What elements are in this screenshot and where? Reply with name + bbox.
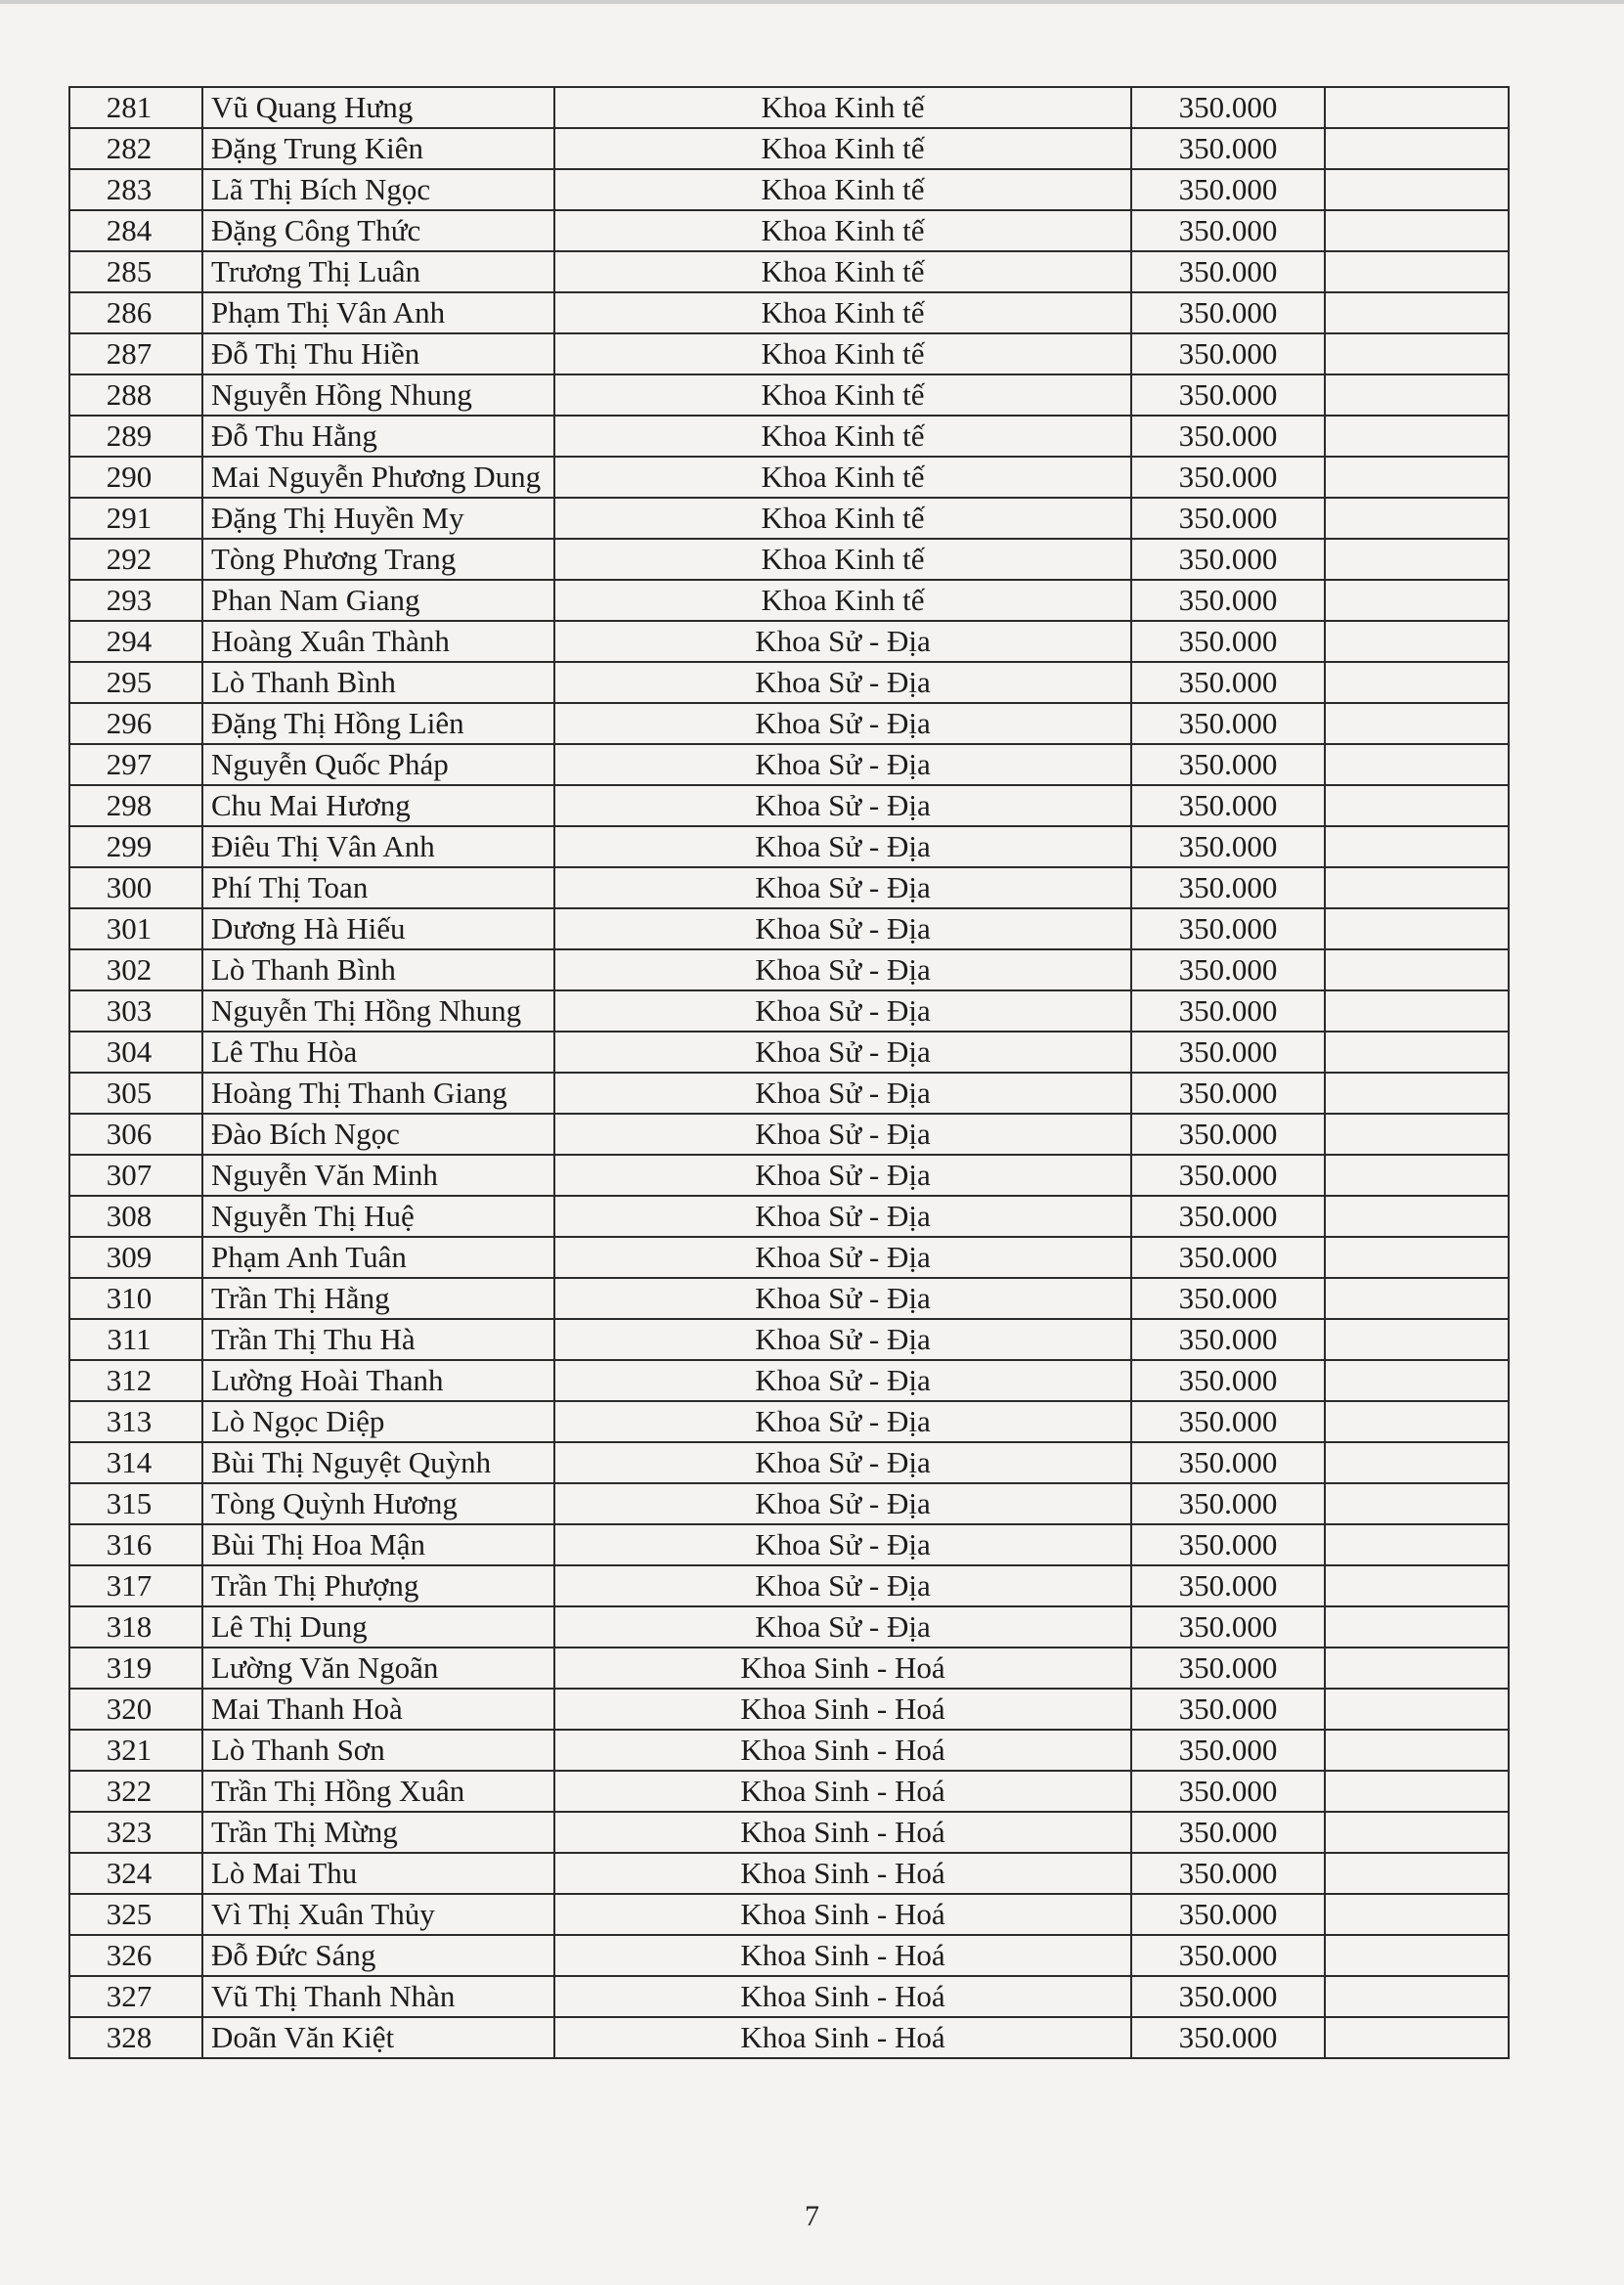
department: Khoa Sử - Địa [554,867,1131,908]
person-name: Đỗ Đức Sáng [202,1935,554,1976]
person-name: Lò Thanh Bình [202,662,554,703]
row-number: 318 [69,1606,202,1648]
signature-cell [1325,251,1509,292]
row-number: 297 [69,744,202,785]
department: Khoa Kinh tế [554,292,1131,333]
table-row [69,292,1509,333]
person-name: Nguyễn Hồng Nhung [202,374,554,416]
person-name: Trần Thị Hằng [202,1278,554,1319]
amount: 350.000 [1131,1401,1325,1442]
signature-cell [1325,539,1509,580]
person-name: Đỗ Thu Hằng [202,416,554,457]
signature-cell [1325,1976,1509,2017]
table-row [69,210,1509,251]
amount: 350.000 [1131,87,1325,128]
table-row [69,990,1509,1032]
signature-cell [1325,1442,1509,1483]
department: Khoa Sử - Địa [554,1606,1131,1648]
row-number: 300 [69,867,202,908]
amount: 350.000 [1131,169,1325,210]
signature-cell [1325,990,1509,1032]
department: Khoa Sử - Địa [554,1565,1131,1606]
person-name: Trần Thị Mừng [202,1812,554,1853]
person-name: Lò Ngọc Diệp [202,1401,554,1442]
person-name: Phạm Anh Tuân [202,1237,554,1278]
department: Khoa Sử - Địa [554,1319,1131,1360]
department: Khoa Sử - Địa [554,1155,1131,1196]
signature-cell [1325,949,1509,990]
row-number: 305 [69,1073,202,1114]
row-number: 308 [69,1196,202,1237]
row-number: 285 [69,251,202,292]
signature-cell [1325,662,1509,703]
signature-cell [1325,1196,1509,1237]
person-name: Lê Thị Dung [202,1606,554,1648]
table-row [69,826,1509,867]
department: Khoa Kinh tế [554,87,1131,128]
person-name: Lê Thu Hòa [202,1032,554,1073]
amount: 350.000 [1131,785,1325,826]
table-row [69,87,1509,128]
row-number: 319 [69,1648,202,1689]
signature-cell [1325,1771,1509,1812]
amount: 350.000 [1131,1935,1325,1976]
table-row [69,457,1509,498]
table-row [69,1935,1509,1976]
department: Khoa Sinh - Hoá [554,1771,1131,1812]
table-row [69,333,1509,374]
table-row [69,416,1509,457]
payment-list-table [68,86,1510,2059]
person-name: Lò Thanh Bình [202,949,554,990]
table-row [69,1853,1509,1894]
department: Khoa Sử - Địa [554,1114,1131,1155]
table-row [69,949,1509,990]
signature-cell [1325,1730,1509,1771]
signature-cell [1325,1648,1509,1689]
department: Khoa Sử - Địa [554,990,1131,1032]
department: Khoa Kinh tế [554,374,1131,416]
person-name: Mai Thanh Hoà [202,1689,554,1730]
person-name: Đặng Công Thức [202,210,554,251]
signature-cell [1325,210,1509,251]
row-number: 286 [69,292,202,333]
table-row [69,1073,1509,1114]
table-row [69,1032,1509,1073]
row-number: 323 [69,1812,202,1853]
table-row [69,1524,1509,1565]
person-name: Bùi Thị Hoa Mận [202,1524,554,1565]
amount: 350.000 [1131,251,1325,292]
row-number: 296 [69,703,202,744]
amount: 350.000 [1131,662,1325,703]
person-name: Đào Bích Ngọc [202,1114,554,1155]
amount: 350.000 [1131,1114,1325,1155]
row-number: 299 [69,826,202,867]
amount: 350.000 [1131,1976,1325,2017]
table-row [69,908,1509,949]
department: Khoa Sinh - Hoá [554,1730,1131,1771]
department: Khoa Kinh tế [554,169,1131,210]
amount: 350.000 [1131,867,1325,908]
department: Khoa Kinh tế [554,251,1131,292]
amount: 350.000 [1131,1812,1325,1853]
amount: 350.000 [1131,1442,1325,1483]
amount: 350.000 [1131,1565,1325,1606]
amount: 350.000 [1131,374,1325,416]
signature-cell [1325,1483,1509,1524]
signature-cell [1325,1935,1509,1976]
person-name: Điêu Thị Vân Anh [202,826,554,867]
table-row [69,374,1509,416]
table-row [69,1360,1509,1401]
signature-cell [1325,333,1509,374]
person-name: Nguyễn Thị Hồng Nhung [202,990,554,1032]
row-number: 327 [69,1976,202,2017]
amount: 350.000 [1131,1730,1325,1771]
signature-cell [1325,1319,1509,1360]
signature-cell [1325,292,1509,333]
row-number: 313 [69,1401,202,1442]
amount: 350.000 [1131,580,1325,621]
row-number: 293 [69,580,202,621]
signature-cell [1325,1155,1509,1196]
table-row [69,169,1509,210]
signature-cell [1325,457,1509,498]
department: Khoa Sử - Địa [554,1442,1131,1483]
signature-cell [1325,416,1509,457]
table-body [69,87,1509,2058]
person-name: Vì Thị Xuân Thủy [202,1894,554,1935]
row-number: 320 [69,1689,202,1730]
table-row [69,1565,1509,1606]
table-row [69,1771,1509,1812]
row-number: 298 [69,785,202,826]
signature-cell [1325,744,1509,785]
signature-cell [1325,580,1509,621]
department: Khoa Sử - Địa [554,1278,1131,1319]
signature-cell [1325,1032,1509,1073]
table-row [69,1196,1509,1237]
person-name: Đặng Thị Huyền My [202,498,554,539]
department: Khoa Sử - Địa [554,949,1131,990]
department: Khoa Kinh tế [554,416,1131,457]
row-number: 325 [69,1894,202,1935]
amount: 350.000 [1131,2017,1325,2058]
signature-cell [1325,498,1509,539]
department: Khoa Sinh - Hoá [554,1894,1131,1935]
signature-cell [1325,1360,1509,1401]
department: Khoa Sử - Địa [554,1360,1131,1401]
row-number: 311 [69,1319,202,1360]
signature-cell [1325,1401,1509,1442]
row-number: 314 [69,1442,202,1483]
person-name: Vũ Thị Thanh Nhàn [202,1976,554,2017]
row-number: 282 [69,128,202,169]
amount: 350.000 [1131,1606,1325,1648]
department: Khoa Kinh tế [554,333,1131,374]
person-name: Tòng Quỳnh Hương [202,1483,554,1524]
row-number: 288 [69,374,202,416]
amount: 350.000 [1131,1894,1325,1935]
signature-cell [1325,703,1509,744]
amount: 350.000 [1131,128,1325,169]
signature-cell [1325,1565,1509,1606]
person-name: Tòng Phương Trang [202,539,554,580]
table-row [69,1483,1509,1524]
row-number: 304 [69,1032,202,1073]
amount: 350.000 [1131,539,1325,580]
row-number: 283 [69,169,202,210]
row-number: 290 [69,457,202,498]
table-row [69,2017,1509,2058]
person-name: Lường Hoài Thanh [202,1360,554,1401]
person-name: Doãn Văn Kiệt [202,2017,554,2058]
signature-cell [1325,374,1509,416]
amount: 350.000 [1131,990,1325,1032]
row-number: 292 [69,539,202,580]
person-name: Lò Thanh Sơn [202,1730,554,1771]
amount: 350.000 [1131,703,1325,744]
person-name: Nguyễn Thị Huệ [202,1196,554,1237]
person-name: Dương Hà Hiếu [202,908,554,949]
department: Khoa Kinh tế [554,498,1131,539]
row-number: 295 [69,662,202,703]
table-row [69,1114,1509,1155]
amount: 350.000 [1131,1524,1325,1565]
row-number: 301 [69,908,202,949]
row-number: 322 [69,1771,202,1812]
amount: 350.000 [1131,416,1325,457]
department: Khoa Sinh - Hoá [554,1935,1131,1976]
amount: 350.000 [1131,1073,1325,1114]
row-number: 294 [69,621,202,662]
amount: 350.000 [1131,1155,1325,1196]
table-row [69,1155,1509,1196]
department: Khoa Sử - Địa [554,1196,1131,1237]
table-row [69,1812,1509,1853]
person-name: Trần Thị Thu Hà [202,1319,554,1360]
amount: 350.000 [1131,1360,1325,1401]
department: Khoa Sử - Địa [554,826,1131,867]
signature-cell [1325,1606,1509,1648]
person-name: Hoàng Thị Thanh Giang [202,1073,554,1114]
person-name: Phan Nam Giang [202,580,554,621]
amount: 350.000 [1131,1237,1325,1278]
page-number: 7 [805,2200,819,2232]
scan-top-edge [0,0,1624,4]
signature-cell [1325,2017,1509,2058]
amount: 350.000 [1131,498,1325,539]
table-row [69,1730,1509,1771]
department: Khoa Kinh tế [554,210,1131,251]
person-name: Nguyễn Quốc Pháp [202,744,554,785]
table-row [69,1401,1509,1442]
signature-cell [1325,908,1509,949]
amount: 350.000 [1131,826,1325,867]
department: Khoa Sinh - Hoá [554,1648,1131,1689]
department: Khoa Sử - Địa [554,744,1131,785]
amount: 350.000 [1131,457,1325,498]
table-row [69,1648,1509,1689]
table-row [69,251,1509,292]
signature-cell [1325,826,1509,867]
row-number: 315 [69,1483,202,1524]
table-row [69,498,1509,539]
table-row [69,1237,1509,1278]
person-name: Mai Nguyễn Phương Dung [202,457,554,498]
person-name: Lường Văn Ngoãn [202,1648,554,1689]
person-name: Trần Thị Hồng Xuân [202,1771,554,1812]
row-number: 306 [69,1114,202,1155]
signature-cell [1325,621,1509,662]
amount: 350.000 [1131,621,1325,662]
department: Khoa Kinh tế [554,457,1131,498]
row-number: 309 [69,1237,202,1278]
table-row [69,1442,1509,1483]
department: Khoa Kinh tế [554,539,1131,580]
row-number: 326 [69,1935,202,1976]
amount: 350.000 [1131,1319,1325,1360]
amount: 350.000 [1131,1689,1325,1730]
amount: 350.000 [1131,908,1325,949]
person-name: Trần Thị Phượng [202,1565,554,1606]
amount: 350.000 [1131,744,1325,785]
person-name: Lã Thị Bích Ngọc [202,169,554,210]
department: Khoa Sử - Địa [554,1032,1131,1073]
table-row [69,621,1509,662]
amount: 350.000 [1131,1483,1325,1524]
row-number: 328 [69,2017,202,2058]
row-number: 317 [69,1565,202,1606]
person-name: Trương Thị Luân [202,251,554,292]
signature-cell [1325,169,1509,210]
row-number: 281 [69,87,202,128]
amount: 350.000 [1131,1648,1325,1689]
table-row [69,1278,1509,1319]
department: Khoa Kinh tế [554,580,1131,621]
row-number: 284 [69,210,202,251]
row-number: 316 [69,1524,202,1565]
department: Khoa Sinh - Hoá [554,1853,1131,1894]
signature-cell [1325,1894,1509,1935]
person-name: Phí Thị Toan [202,867,554,908]
amount: 350.000 [1131,292,1325,333]
person-name: Đặng Trung Kiên [202,128,554,169]
person-name: Lò Mai Thu [202,1853,554,1894]
amount: 350.000 [1131,1853,1325,1894]
table-row [69,1319,1509,1360]
row-number: 307 [69,1155,202,1196]
amount: 350.000 [1131,1032,1325,1073]
signature-cell [1325,1524,1509,1565]
department: Khoa Sinh - Hoá [554,1812,1131,1853]
person-name: Chu Mai Hương [202,785,554,826]
table-row [69,539,1509,580]
person-name: Vũ Quang Hưng [202,87,554,128]
department: Khoa Sử - Địa [554,1073,1131,1114]
department: Khoa Sử - Địa [554,1401,1131,1442]
amount: 350.000 [1131,333,1325,374]
department: Khoa Sử - Địa [554,1237,1131,1278]
signature-cell [1325,1278,1509,1319]
person-name: Hoàng Xuân Thành [202,621,554,662]
person-name: Đỗ Thị Thu Hiền [202,333,554,374]
person-name: Đặng Thị Hồng Liên [202,703,554,744]
department: Khoa Sử - Địa [554,662,1131,703]
department: Khoa Sử - Địa [554,785,1131,826]
signature-cell [1325,867,1509,908]
signature-cell [1325,128,1509,169]
department: Khoa Sử - Địa [554,1524,1131,1565]
department: Khoa Sinh - Hoá [554,1976,1131,2017]
amount: 350.000 [1131,1771,1325,1812]
row-number: 303 [69,990,202,1032]
department: Khoa Sử - Địa [554,621,1131,662]
row-number: 289 [69,416,202,457]
table-row [69,785,1509,826]
signature-cell [1325,1114,1509,1155]
table-row [69,744,1509,785]
payment-list-sheet [68,86,1508,2059]
person-name: Phạm Thị Vân Anh [202,292,554,333]
signature-cell [1325,1237,1509,1278]
table-row [69,662,1509,703]
amount: 350.000 [1131,949,1325,990]
table-row [69,128,1509,169]
row-number: 321 [69,1730,202,1771]
person-name: Nguyễn Văn Minh [202,1155,554,1196]
table-row [69,867,1509,908]
department: Khoa Kinh tế [554,128,1131,169]
signature-cell [1325,1812,1509,1853]
table-row [69,1894,1509,1935]
table-row [69,1689,1509,1730]
department: Khoa Sinh - Hoá [554,2017,1131,2058]
row-number: 287 [69,333,202,374]
department: Khoa Sử - Địa [554,703,1131,744]
amount: 350.000 [1131,1278,1325,1319]
amount: 350.000 [1131,210,1325,251]
amount: 350.000 [1131,1196,1325,1237]
row-number: 302 [69,949,202,990]
signature-cell [1325,1853,1509,1894]
department: Khoa Sinh - Hoá [554,1689,1131,1730]
table-row [69,1976,1509,2017]
row-number: 291 [69,498,202,539]
row-number: 312 [69,1360,202,1401]
person-name: Bùi Thị Nguyệt Quỳnh [202,1442,554,1483]
department: Khoa Sử - Địa [554,1483,1131,1524]
signature-cell [1325,87,1509,128]
signature-cell [1325,1073,1509,1114]
row-number: 310 [69,1278,202,1319]
signature-cell [1325,785,1509,826]
table-row [69,580,1509,621]
signature-cell [1325,1689,1509,1730]
department: Khoa Sử - Địa [554,908,1131,949]
table-row [69,703,1509,744]
row-number: 324 [69,1853,202,1894]
table-row [69,1606,1509,1648]
